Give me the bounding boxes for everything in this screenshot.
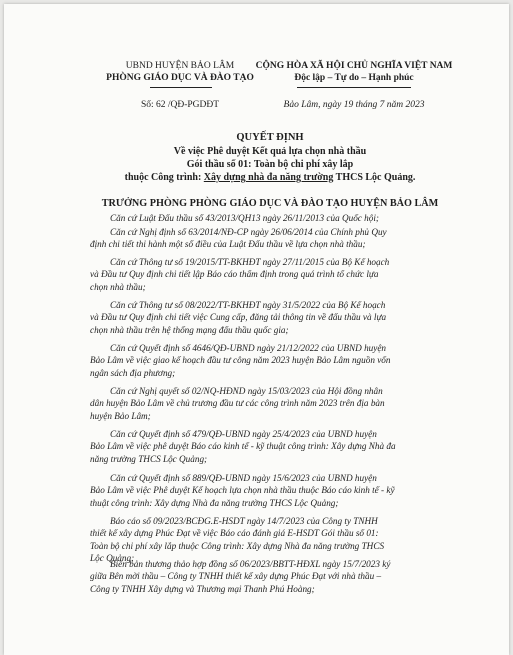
decision-subject-line2: Gói thầu số 01: Toàn bộ chi phí xây lắp bbox=[186, 159, 354, 170]
legal-basis-paragraph bbox=[90, 299, 450, 336]
org-underline bbox=[150, 87, 212, 88]
paragraph-line: thuật công trình: Xây dựng Nhà đa năng trường THCS Lộc Quảng; bbox=[90, 497, 339, 508]
paragraph-line: năng trường THCS Lộc Quảng; bbox=[90, 453, 208, 464]
paragraph-line: Công ty TNHH Xây dựng và Thương mại Thanh Phú Hoàng; bbox=[90, 583, 315, 594]
paragraph-line: ngân sách địa phương; bbox=[90, 367, 176, 378]
legal-basis-paragraph bbox=[90, 226, 450, 251]
legal-basis-paragraph bbox=[90, 385, 450, 422]
document-page bbox=[4, 4, 509, 655]
paragraph-line: Biên bản thương thảo hợp đồng số 06/2023/BBTT-HĐXL ngày 15/7/2023 ký bbox=[110, 559, 391, 569]
decision-subject-line1: Về việc Phê duyệt Kết quả lựa chọn nhà thầu bbox=[173, 146, 367, 157]
paragraph-line: Căn cứ Nghị quyết số 02/NQ-HĐND ngày 15/03/2023 của Hội đồng nhân bbox=[110, 386, 383, 396]
paragraph-line: chọn nhà thầu; bbox=[90, 281, 146, 292]
paragraph-line: Báo cáo số 09/2023/BCĐG.E-HSDT ngày 14/7/2023 của Công ty TNHH bbox=[110, 516, 378, 526]
paragraph-line: Bảo Lâm về việc phê duyệt Báo cáo kinh tế - kỹ thuật công trình: Xây dựng Nhà đa bbox=[90, 441, 396, 452]
paragraph-line: thiết kế xây dựng Phúc Đạt về việc Báo cáo đánh giá E-HSDT Gói thầu số 01: bbox=[90, 528, 379, 539]
legal-basis-paragraph bbox=[90, 212, 450, 224]
legal-basis-paragraph bbox=[90, 472, 450, 509]
paragraph-line: chọn nhà thầu trên hệ thống mạng đấu thầu quốc gia; bbox=[90, 324, 289, 335]
paragraph-line: giữa Bên mời thầu – Công ty TNHH thiết kế xây dựng Phúc Đạt với nhà thầu – bbox=[90, 571, 382, 582]
legal-basis-paragraph bbox=[90, 342, 450, 379]
doc-number: Số: 62 /QĐ-PGDĐT bbox=[140, 100, 220, 110]
legal-basis-paragraph bbox=[90, 428, 450, 465]
project-suffix: THCS Lộc Quảng. bbox=[333, 172, 416, 183]
paragraph-line: Căn cứ Thông tư số 19/2015/TT-BKHĐT ngày 27/11/2015 của Bộ Kế hoạch bbox=[110, 257, 390, 267]
legal-basis-paragraph bbox=[90, 256, 450, 293]
org-line2: PHÒNG GIÁO DỤC VÀ ĐÀO TẠO bbox=[106, 73, 254, 83]
decision-subject-line3 bbox=[90, 172, 450, 183]
issue-date: Bảo Lâm, ngày 19 tháng 7 năm 2023 bbox=[283, 100, 425, 110]
legal-basis-paragraph bbox=[90, 558, 450, 595]
project-prefix: thuộc Công trình: bbox=[124, 172, 204, 183]
issuing-authority: TRƯỞNG PHÒNG PHÒNG GIÁO DỤC VÀ ĐÀO TẠO HUYỆN BẢO LÂM bbox=[101, 198, 439, 209]
decision-title: QUYẾT ĐỊNH bbox=[236, 132, 304, 143]
org-line1: UBND HUYỆN BẢO LÂM bbox=[125, 61, 235, 71]
country-name: CỘNG HÒA XÃ HỘI CHỦ NGHĨA VIỆT NAM bbox=[255, 61, 453, 71]
motto-underline bbox=[297, 87, 411, 88]
paragraph-line: Toàn bộ chi phí xây lắp thuộc Công trình: Xây dựng Nhà đa năng trường THCS bbox=[90, 540, 385, 551]
paragraph-line: Lộc Quảng; bbox=[90, 552, 135, 563]
paragraph-line: Căn cứ Luật Đấu thầu số 43/2013/QH13 ngày 26/11/2013 của Quốc hội; bbox=[110, 213, 379, 223]
paragraph-line: và Đầu tư Quy định chi tiết việc Cung cấp, đăng tải thông tin về đấu thầu và lựa bbox=[90, 312, 387, 323]
legal-basis-paragraph bbox=[90, 515, 450, 564]
paragraph-line: Căn cứ Thông tư số 08/2022/TT-BKHĐT ngày 31/5/2022 của Bộ Kế hoạch bbox=[110, 300, 386, 310]
paragraph-line: dân huyện Bảo Lâm về chủ trương đầu tư các công trình năm 2023 trên địa bàn bbox=[90, 398, 385, 409]
paragraph-line: Bảo Lâm về việc giao kế hoạch đầu tư công năm 2023 huyện Bảo Lâm nguồn vốn bbox=[90, 355, 391, 366]
paragraph-line: định chi tiết thi hành một số điều của Luật Đấu thầu về lựa chọn nhà thầu; bbox=[90, 239, 366, 250]
paragraph-line: Căn cứ Quyết định số 479/QĐ-UBND ngày 25/4/2023 của UBND huyện bbox=[110, 429, 377, 439]
paragraph-line: Căn cứ Nghị định số 63/2014/NĐ-CP ngày 26/06/2014 của Chính phủ Quy bbox=[110, 227, 387, 237]
paragraph-line: huyện Bảo Lâm; bbox=[90, 410, 151, 421]
paragraph-line: Căn cứ Quyết định số 4646/QĐ-UBND ngày 21/12/2022 của UBND huyện bbox=[110, 343, 387, 353]
paragraph-line: Bảo Lâm về việc Phê duyệt Kế hoạch lựa chọn nhà thầu thuộc Báo cáo kinh tế - kỹ bbox=[90, 485, 395, 496]
paragraph-line: và Đầu tư Quy định chi tiết lập Báo cáo thẩm định trong quá trình tổ chức lựa bbox=[90, 269, 379, 280]
motto: Độc lập – Tự do – Hạnh phúc bbox=[294, 73, 414, 83]
paragraph-line: Căn cứ Quyết định số 889/QĐ-UBND ngày 15/6/2023 của UBND huyện bbox=[110, 473, 377, 483]
project-name-underlined: Xây dựng nhà đa năng trường bbox=[203, 172, 334, 183]
